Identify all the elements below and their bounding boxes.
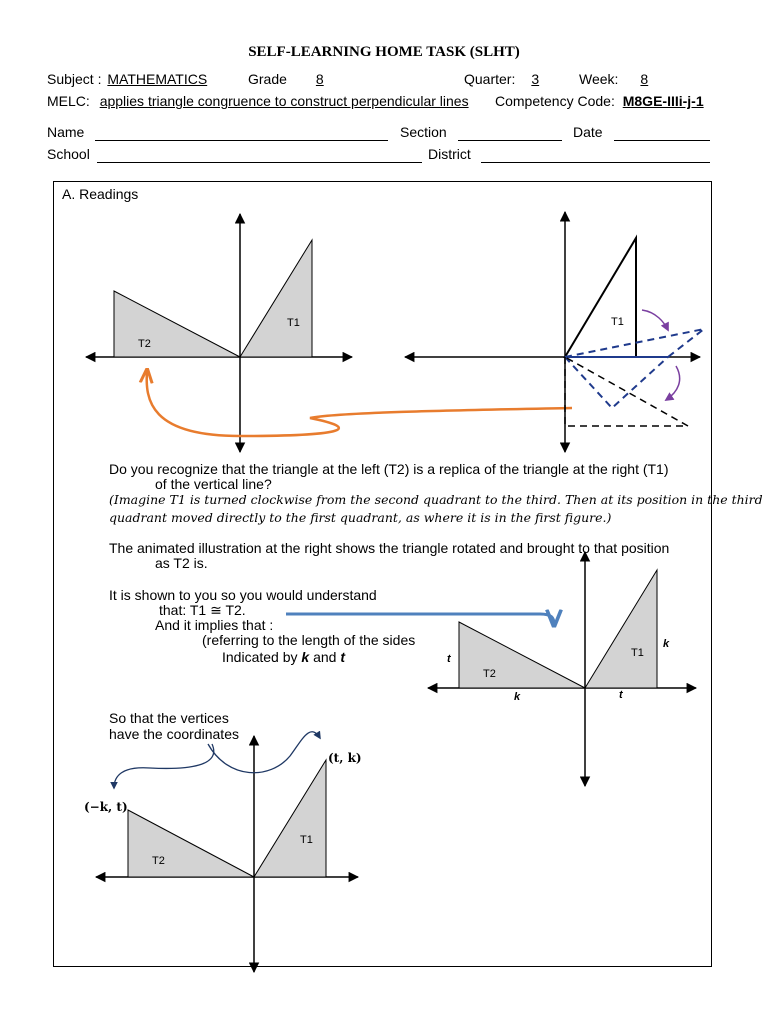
grade-label: Grade [248,71,287,87]
section-heading: A. Readings [62,186,139,202]
para1-italic-line2-text: quadrant moved directly to the first quadrant, as where it is in the first figure. [109,510,607,525]
fig1-t2-label: T2 [138,338,151,350]
subject-value: MATHEMATICS [107,71,208,87]
para4-line2: have the coordinates [109,726,239,742]
para3-line5 [222,649,345,665]
subject-label: Subject : [47,71,102,87]
figure-2 [405,212,704,452]
quarter-label: Quarter: [464,71,516,87]
navy-arrow-left [114,744,214,788]
melc-value: applies triangle congruence to construct perpendicular lines [99,93,469,109]
fig2-rotated-triangle-3 [565,357,688,426]
fig3-side-k-right: k [663,638,670,650]
para1-italic-line1-text: Imagine T1 is turned clockwise from the second quadrant to the third. Then at its position in the third [113,492,763,507]
melc-label: MELC: [47,93,90,109]
fig1-t1-label: T1 [287,317,300,329]
fig4-triangle-t2 [128,810,254,877]
blue-pointer-arrow [286,614,554,624]
section-label: Section [400,124,447,140]
week-label: Week: [579,71,619,87]
para2-line2: as T2 is. [155,555,208,571]
para3-line5-prefix: Indicated by [222,649,298,665]
page-title: SELF-LEARNING HOME TASK (SLHT) [248,44,520,60]
quarter-value: 3 [531,71,540,87]
figure-1 [86,214,572,452]
competency-label: Competency Code: [495,93,615,109]
para1-italic-line1: (Imagine T1 is turned clockwise from the second quadrant to the third. Then at its position in the third [109,492,763,507]
purple-arrow-1 [642,310,668,330]
para3-line4: (referring to the length of the sides [202,632,416,648]
competency-value: M8GE-IIIi-j-1 [622,93,704,109]
para3-and: and [313,649,337,665]
fig2-rotated-triangle-2 [565,357,668,408]
coord-left-label: (−k, t) [84,800,128,814]
fig3-side-k-bottom: k [514,691,521,703]
fig3-triangle-t2 [459,622,585,688]
para1-line1: Do you recognize that the triangle at the left (T2) is a replica of the triangle at the right (T1) [109,461,669,477]
coord-right-label: (t, k) [328,751,362,765]
week-value: 8 [640,71,649,87]
para1-italic-line2: quadrant moved directly to the first quadrant, as where it is in the first figure.) [109,510,612,525]
fig1-triangle-t1 [240,240,312,357]
para3-line3: And it implies that : [155,617,274,633]
purple-arrow-2 [666,366,680,400]
fig2-t1-label: T1 [611,316,624,328]
grade-value: 8 [315,71,324,87]
fig4-t1-label: T1 [300,834,313,846]
fig3-side-t-left: t [447,653,451,665]
district-label: District [428,146,471,162]
name-label: Name [47,124,85,140]
para3-line2: that: T1 ≅ T2. [159,602,246,618]
fig4-triangle-t1 [254,760,326,877]
orange-curve-arrow [147,371,572,436]
fig2-triangle-t1 [565,238,636,357]
fig3-side-t-bottom: t [619,689,623,701]
para2-line1: The animated illustration at the right shows the triangle rotated and brought to that position [109,540,670,556]
para3-t: t [340,649,345,665]
fig1-triangle-t2 [114,291,240,357]
para4-line1: So that the vertices [109,710,229,726]
fig4-t2-label: T2 [152,855,165,867]
school-label: School [47,146,90,162]
figure-4 [84,732,362,972]
para1-line2: of the vertical line? [155,476,272,492]
fig3-triangle-t1 [585,570,657,688]
fig3-t1-label: T1 [631,647,644,659]
fig3-t2-label: T2 [483,668,496,680]
date-label: Date [573,124,603,140]
para3-k: k [301,649,310,665]
para3-line1: It is shown to you so you would understand [109,587,377,603]
